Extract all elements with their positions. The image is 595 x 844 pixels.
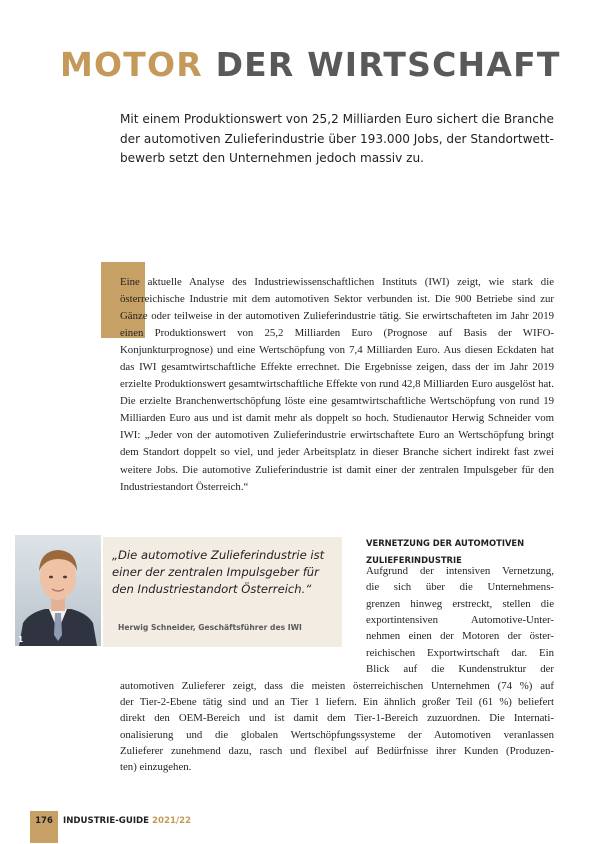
body-text-line: onalisierung und die globalen Wertschöpfungssysteme der Automotiven veranlassen <box>120 728 554 741</box>
title-rest: DER WIRTSCHAFT <box>215 45 561 84</box>
page-title <box>60 45 561 84</box>
column-text-line: Blick auf die Kundenstruktur der <box>366 663 554 676</box>
body-text-line: automotiven Zulieferer zeigt, dass die meisten österreichischen Unternehmen (74 %) auf <box>120 679 554 692</box>
section-heading: VERNETZUNG DER AUTOMOTIVEN ZULIEFERINDUSTRIE <box>366 538 525 565</box>
portrait-photo <box>15 535 101 646</box>
page-number: 176 <box>30 811 58 843</box>
footer-guide-name: INDUSTRIE-GUIDE <box>63 816 150 826</box>
lead-paragraph: Mit einem Produktionswert von 25,2 Milliarden Euro sichert die Branche der automotiven Zulieferindustrie über 193.000 Jobs, der Standortwettbewerb setzt den Unternehmen jedoch massiv zu. <box>120 112 554 165</box>
body-text-line: der Tier-2-Ebene tätig sind und an Tier 1 liefern. Ein ähnlich großer Teil (61 %) beliefert <box>120 695 554 708</box>
column-text-line: nehmen einen der Motoren der öster- <box>366 630 554 643</box>
portrait-illustration <box>15 535 101 646</box>
column-text-line: reichischen Exportwirtschaft dar. Ein <box>366 646 554 659</box>
body-text-line: ten) einzugehen. <box>120 761 192 774</box>
column-text-line: grenzen hinweg erstreckt, stellen die <box>366 597 554 610</box>
footer-year: 2021/22 <box>152 816 192 826</box>
pull-quote-attribution: Herwig Schneider, Geschäftsführer des IWI <box>118 623 302 632</box>
body-text-line: Zulieferer zunehmend dazu, rasch und flexibel auf Bedürfnisse ihrer Kunden (Produzen- <box>120 744 554 757</box>
column-text-line: die sich über die Unternehmens- <box>366 581 554 594</box>
body-text-line: direkt den OEM-Bereich und ist damit dem Tier-1-Bereich zuzuordnen. Die Internati- <box>120 712 554 725</box>
column-text-line: exportintensiven Automotive-Unter- <box>366 614 554 627</box>
column-text-line: Aufgrund der intensiven Vernetzung, <box>366 565 554 577</box>
photo-number: 1 <box>18 635 24 644</box>
title-accent: MOTOR <box>60 45 203 84</box>
footer-publication-label <box>63 816 191 826</box>
body-intro-paragraph: Eine aktuelle Analyse des Industriewissenschaftlichen Instituts (IWI) zeigt, wie stark die österreichische Industrie mit dem automotiven Sektor verbunden ist. Die 900 Betriebe sind zur Gänze oder teilweise in der automotiven Zulieferindustrie tätig. Sie erwirtschafteten im Jahr 2019 einen Produktionswert von 25,2 Milliarden Euro (Prognose auf Basis der WIFO-Konjunkturprognose) und eine Wertschöpfung von 7,4 Milliarden Euro. Aus diesen Eckdaten hat das IWI gesamtwirtschaftliche Effekte errechnet. Die Ergebnisse zeigen, dass der im Jahr 2019 erzielte Produktionswert gesamtwirtschaftliche Effekte von rund 42,8 Milliarden Euro ausgelöst hat. Die erzielte Branchenwertschöpfung löste eine gesamtwirtschaftliche Wertschöpfung von rund 19 Milliarden Euro aus und ist damit mehr als doppelt so hoch. Studienautor Herwig Schneider vom IWI: „Jeder von der automotiven Zulieferindustrie erwirtschaftete Euro an Wertschöpfung bringt dem Standort doppelt so viel, und jeder Arbeitsplatz in dieser Branche sichert indirekt fast zwei weitere Jobs. Die automotive Zulieferindustrie ist damit einer der zentralen Impulsgeber für den Industriestandort Österreich.“ <box>120 276 554 493</box>
pull-quote-text: „Die automotive Zulieferindustrie ist einer der zentralen Impulsgeber für den Industriestandort Österreich.“ <box>112 548 325 596</box>
